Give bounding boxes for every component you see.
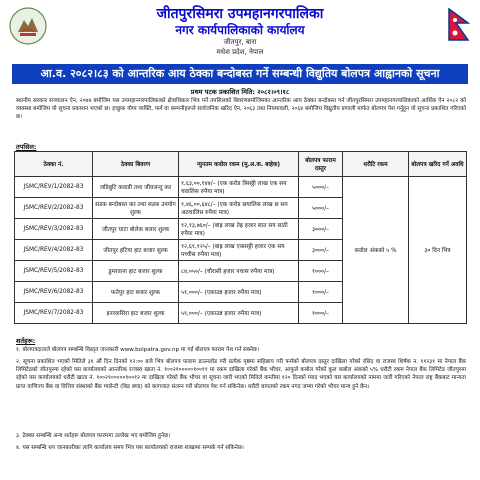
form-fee: १०००/–: [299, 282, 343, 303]
form-fee: ३०००/–: [299, 219, 343, 240]
contract-no: JSMC/REV/6/2082-83: [15, 282, 93, 303]
condition-item: १. बोलपत्रदाताले बोलपत्र सम्बन्धि विस्तृत जानकारी www.bolpatra.gov.np मा गई बोलपत्र फाराम पेश गर्न सक्नेछ।: [16, 347, 259, 353]
office-province: मधेश प्रदेश, नेपाल: [216, 48, 264, 56]
tender-table: [14, 151, 467, 324]
contract-no: JSMC/REV/5/2082-83: [15, 261, 93, 282]
header-form-fee: बोलपत्र फाराम दस्तुर: [299, 152, 343, 177]
form-fee: १०००/–: [299, 303, 343, 324]
office-address: जीतपुर, बारा: [223, 38, 257, 46]
min-bid-amount: १२,१३,७६०/– (बाह्र लाख तेह्र हजार सात सय साठी रुपैया मात्र): [179, 219, 299, 240]
condition-item: २. सूचना प्रकाशित भएको मितिले ३१ औं दिन दिनको १२:०० बजे भित्र बोलपत्र फाराम डाउनलोड गरी प्रत्येक पृष्ठमा सहिछाप गरी फर्मको बोलपत्र दस्तुर दाखिला गरेको रसिद वा राजस्व शिर्षक न. ११२३१ मा नेपाल बैंक लिमिटेडको जीतपुरमा रहेको यस कार्यालयको आन्तरिक राजस्व खाता नं. १००२१०००००१००११ मा रकम दाखिला गरेको बैंक भौचर, आफुले कबोल गरेको कुल कबोल अंकको ५% धरौटी रकम नेपाल बैंक लिमिटेड जीतपुरमा रहेको यस कार्यालयको धरौटी खाता नं. १००२१०००००१००१२ मा दाखिला गरेको बैंक भौचर वा सूचना जारी भएको मितिले कम्तीमा १२० दिनको म्याद भएको यस कार्यालयको नाममा जारी गरिएको नेपाल राष्ट्र बैंकबाट मान्यता प्राप्त वाणिज्य बैंक वा वित्तिय संस्थाको बैंक ग्यारेन्टी (बिड बण्ड) को कागजात संलग्न गरी बोलपत्र पेश गर्न सकिनेछ। धरौटी बापतको रकम नगद जम्मा गरेको भौचर मान्य हुने छैन।: [16, 359, 466, 390]
table-label: तपसिल:: [16, 143, 37, 151]
condition-item: ४. यस सम्बन्धि थप जानकारीका लागि कार्यालय समय भित्र यस कार्यालयको राजस्व शाखामा सम्पर्क गर्न सकिनेछ।: [16, 445, 244, 451]
office-name: नगर कार्यपालिकाको कार्यालय: [175, 23, 305, 37]
min-bid-amount: १,६३,००,१४४/– (एक करोड त्रिसठ्ठी लाख एक सय चवालिस रुपैया मात्र): [179, 177, 299, 198]
contract-description: फतेपुर हाट बजार शुल्क: [93, 282, 179, 303]
header-description: ठेक्का बिवरण: [93, 152, 179, 177]
min-bid-amount: १२,६१,१२५/– (बाह्र लाख एकसठ्ठी हजार एक सय पच्चीस रुपैया मात्र): [179, 240, 299, 261]
header-min-bid-amount: न्युनतम कवोल रकम (मु.अ.क. बाहेक): [179, 152, 299, 177]
header-purchase-period: बोलपत्र खरिद गर्ने अवधि: [409, 152, 467, 177]
form-fee: ५०००/–: [299, 177, 343, 198]
contract-no: JSMC/REV/2/2082-83: [15, 198, 93, 219]
min-bid-amount: ८४,०५०/– (चौरासी हजार पचास रुपैया मात्र): [179, 261, 299, 282]
purchase-period: ३० दिन भित्र: [409, 177, 467, 324]
conditions-label: शर्तहरू:: [16, 337, 36, 345]
intro-paragraph: स्थानीय सरकार सञ्चालन ऐन, २०७४ बमोजिम यस उपमहानगरपालिकाको क्षेत्राधिकार भित्र पर्ने तपसिलको बिवरणबमोजिमका आन्तरिक आय ठेक्का बन्दोबस्त गर्न जीतपुरसिमरा उपमहानगरपालिकाको आर्थिक ऐन २०८२ को व्यवस्था बमोजिम यो सूचना प्रकाशन भएको छ। इच्छुक योग्य व्यक्ति, फर्म वा कम्पनीहरूले सार्वजनिक खरिद ऐन, २०६३ तथा नियमावली, २०६४ बमोजिम विद्युतीय प्रणाली मार्फत बोलपत्र पेश गर्नुहुन यो सूचना प्रकाशित गरिएको छ।: [16, 98, 466, 121]
publication-date: प्रथम पटक प्रकाशित मिति: २०८२।०९।१८: [190, 88, 290, 96]
min-bid-amount: १,४६,००,६४८/– (एक करोड छयालिस लाख छ सय अठचालिस रुपैया मात्र): [179, 198, 299, 219]
contract-description: डुमरवाना हाट बजार शुल्क: [93, 261, 179, 282]
condition-item: ३. ठेक्का सम्बन्धि अन्य शर्तहरू बोलपत्र फारममा उल्लेख भए बमोजिम हुनेछ।: [16, 433, 171, 439]
nepal-emblem-icon: [8, 6, 48, 46]
contract-no: JSMC/REV/4/2082-83: [15, 240, 93, 261]
notice-title-banner: आ.व. २०८२।८३ को आन्तरिक आय ठेक्का बन्दोबस्त गर्ने सम्बन्धी विद्युतिय बोलपत्र आह्वानको सूचना: [12, 64, 468, 84]
nepal-flag-icon: [448, 8, 470, 42]
form-fee: ५०००/–: [299, 198, 343, 219]
municipality-name: जीतपुरसिमरा उपमहानगरपालिका: [156, 6, 324, 22]
header-deposit: धरौटि रकम: [343, 152, 409, 177]
table-header-row: [15, 152, 467, 177]
min-bid-amount: ५१,०००/– (एकाउन्न हजार रुपैया मात्र): [179, 282, 299, 303]
contract-description: इनरवासिरा हाट बजार शुल्क: [93, 303, 179, 324]
letterhead: [0, 0, 480, 68]
contract-no: JSMC/REV/3/2082-83: [15, 219, 93, 240]
contract-description: जडिबुटि कवाडी तथा जीवजन्तु कर: [93, 177, 179, 198]
deposit-amount: कवोल अंकको ५ %: [343, 177, 409, 324]
table-row: [15, 177, 467, 198]
header-contract-no: ठेक्का नं.: [15, 152, 93, 177]
form-fee: १०००/–: [299, 261, 343, 282]
contract-no: JSMC/REV/7/2082-83: [15, 303, 93, 324]
min-bid-amount: ५१,०००/– (एकाउन्न हजार रुपैया मात्र): [179, 303, 299, 324]
contract-description: जीतपुर घाटा बोलेक बजार शुल्क: [93, 219, 179, 240]
contract-no: JSMC/REV/1/2082-83: [15, 177, 93, 198]
form-fee: ३०००/–: [299, 240, 343, 261]
contract-description: जीतपुर हटिया हाट बजार शुल्क: [93, 240, 179, 261]
contract-description: सडक बन्दोबस्त कर तथा सडक उपयोग शुल्क: [93, 198, 179, 219]
